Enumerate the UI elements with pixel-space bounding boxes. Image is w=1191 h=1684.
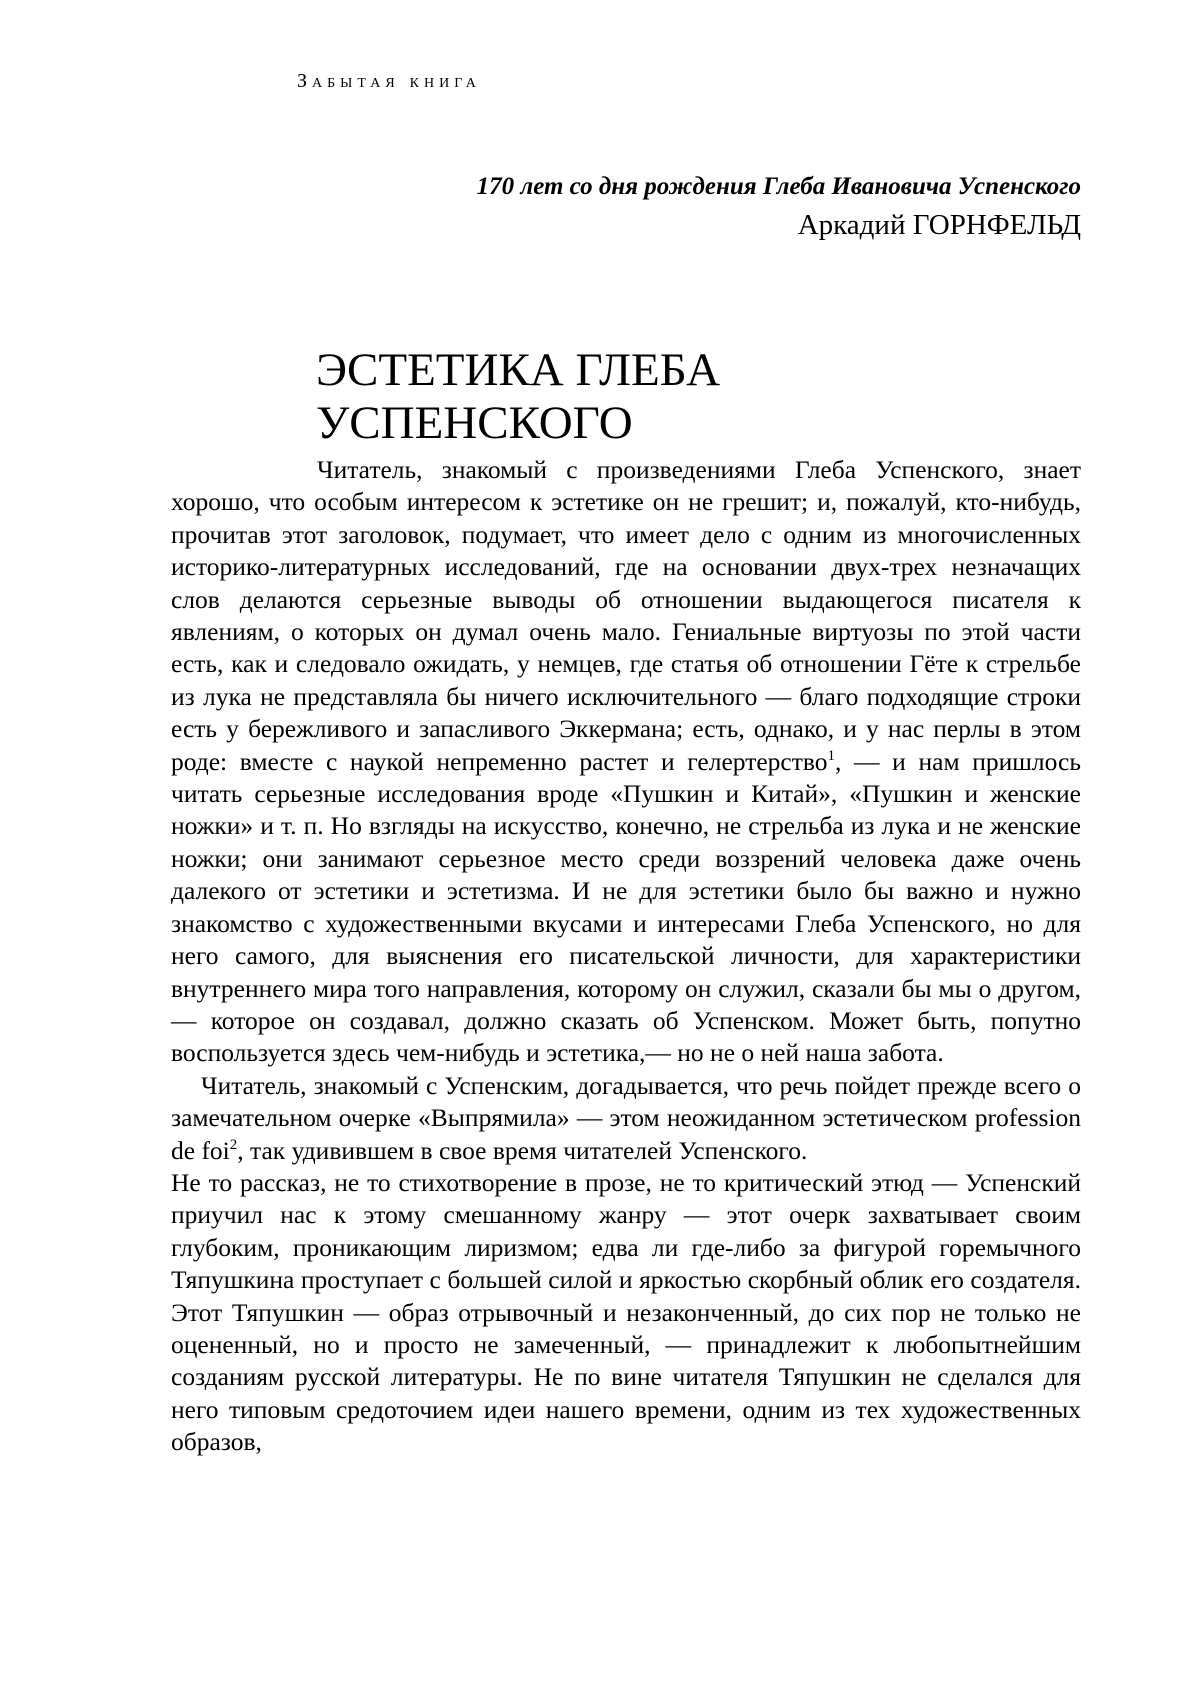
footnote-marker-1[interactable]: 1 [827, 747, 835, 764]
paragraph-2 [171, 1070, 1081, 1167]
article-title [316, 344, 720, 450]
paragraph-2-text-b: , так удивившем в свое время читателей Успенского. [237, 1135, 808, 1165]
footnote-marker-2[interactable]: 2 [229, 1136, 238, 1153]
paragraph-3: Не то рассказ, не то стихотворение в прозе, не то критический этюд — Успенский приучил нас к этому смешанному жанру — этот очерк захватывает своим глубоким, проникающим лиризмом; едва ли где-либо за фигурой горемычного Тяпушкина проступает с большей силой и яркостью скорбный облик его создателя. Этот Тяпушкин — образ отрывочный и незаконченный, до сих пор не только не оцененный, но и просто не замеченный, — принадлежит к любопытнейшим созданиям русской литературы. Не по вине читателя Тяпушкин не сделался для него типовым средоточием идеи нашего времени, одним из тех художественных образов, [171, 1167, 1081, 1457]
paragraph-1-text-b: , — и нам пришлось читать серьезные исследования вроде «Пушкин и Китай», «Пушкин и женские ножки» и т. п. Но взгляды на искусство, конечно, не стрельба из лука и не женские ножки; они занимают серьезное место среди воззрений человека даже очень далекого от эстетики и эстетизма. И не для эстетики было бы важно и нужно знакомство с художественными вкусами и интересами Глеба Успенского, но для него самого, для выяснения его писательской личности, для характеристики внутреннего мира того направления, которому он служил, сказали бы мы о другом,— которое он создавал, должно сказать об Успенском. Может быть, попутно воспользуется здесь чем-нибудь и эстетика,— но не о ней наша забота. [171, 746, 1081, 1068]
anniversary-subtitle: 170 лет со дня рождения Глеба Ивановича Успенского [476, 173, 1081, 200]
article-body [171, 454, 1081, 1459]
article-title-line-1: ЭСТЕТИКА ГЛЕБА [316, 344, 721, 396]
paragraph-1-text-a: Читатель, знакомый с произведениями Глеба Успенского, знает хорошо, что особым интересом к эстетике он не грешит; и, пожалуй, кто-нибудь, прочитав этот заголовок, подумает, что имеет дело с одним из многочисленных историко-литературных исследований, где на основании двух-трех незначащих слов делаются серьезные выводы об отношении выдающегося писателя к явлениям, о которых он думал очень мало. Гениальные виртуозы по этой части есть, как и следовало ожидать, у немцев, где статья об отношении Гёте к стрельбе из лука не представляла бы ничего исключительного — благо подходящие строки есть у бережливого и запасливого Эккермана; есть, однако, и у нас перлы в этом роде: вместе с наукой непременно растет и гелертерство [171, 455, 1081, 776]
article-title-line-2: УСПЕНСКОГО [316, 397, 633, 449]
paragraph-1 [171, 454, 1081, 1070]
section-label: Забытая книга [297, 70, 481, 92]
author-name: Аркадий ГОРНФЕЛЬД [797, 209, 1081, 241]
paragraph-2-text-a: Читатель, знакомый с Успенским, догадывается, что речь пойдет прежде всего о замечательном очерке «Выпрямила» — этом неожиданном эстетическом profession de foi [171, 1070, 1081, 1165]
